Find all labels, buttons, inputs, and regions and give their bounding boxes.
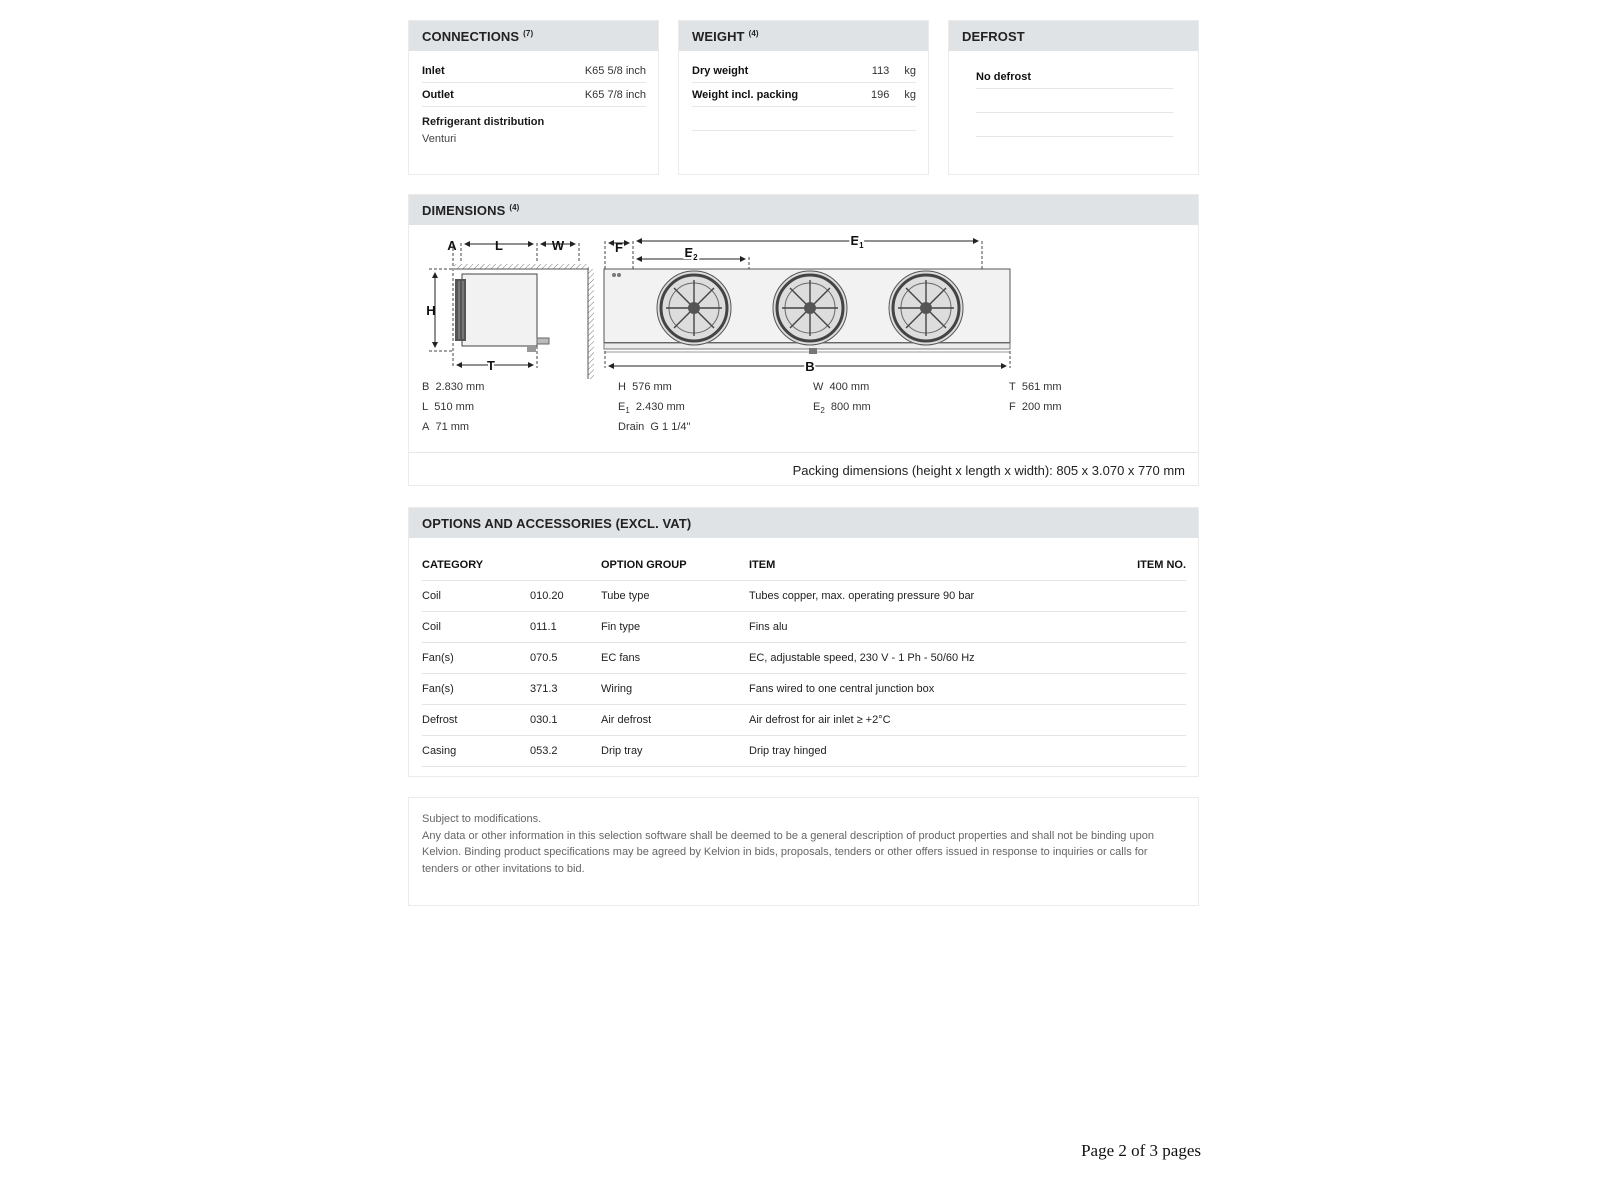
- row-item: Air defrost for air inlet ≥ +2°C: [749, 705, 1106, 736]
- row-group: Fin type: [601, 612, 749, 643]
- dimensions-title: DIMENSIONS: [422, 202, 506, 218]
- label-b: B: [805, 359, 815, 374]
- dim-e2: [813, 401, 871, 415]
- options-table: [422, 550, 1186, 767]
- connections-list: [422, 59, 646, 148]
- packing-weight-row: [692, 83, 916, 107]
- row-group: Drip tray: [601, 736, 749, 767]
- options-title: OPTIONS AND ACCESSORIES (EXCL. VAT): [422, 515, 692, 531]
- label-e1: [850, 233, 864, 250]
- table-row: [422, 612, 1186, 643]
- outlet-value: K65 7/8 inch: [584, 88, 646, 101]
- col-code: [530, 550, 601, 581]
- dry-weight-row: [692, 59, 916, 83]
- weight-card: [678, 20, 929, 175]
- dim-b-label: B: [422, 381, 430, 393]
- page-number: Page 2 of 3 pages: [1081, 1141, 1201, 1160]
- row-group: Tube type: [601, 581, 749, 612]
- label-e1-sub: 1: [859, 241, 864, 250]
- label-f: F: [615, 240, 623, 255]
- col-option-group: OPTION GROUP: [601, 559, 687, 571]
- row-code: 030.1: [530, 705, 601, 736]
- label-l: L: [495, 238, 503, 253]
- disclaimer-line-2: Any data or other information in this selection software shall be deemed to be a general description of product properties and shall not be binding upon Kelvion. Binding product specifications may be agreed by Kelvion in bids, proposals, tenders or other offers issued in response to inquiries or calls for tenders or other invitations to bid.: [422, 829, 1154, 875]
- table-row: [422, 581, 1186, 612]
- dimensions-header: [409, 195, 1198, 225]
- dim-h-label: H: [618, 381, 626, 393]
- packing-weight-label: Weight incl. packing: [692, 88, 799, 101]
- row-item-no: [1106, 736, 1186, 767]
- dim-w-value: 400 mm: [829, 381, 870, 393]
- row-category: Casing: [422, 736, 530, 767]
- options-table-body: [422, 581, 1186, 767]
- connections-inlet-row: [422, 59, 646, 83]
- dim-l: [422, 401, 474, 413]
- dim-f-label: F: [1009, 401, 1016, 413]
- dim-e2-value: 800 mm: [830, 401, 871, 413]
- row-category: Coil: [422, 581, 530, 612]
- dim-t-label: T: [1009, 381, 1016, 393]
- row-item-no: [1106, 612, 1186, 643]
- label-e1-letter: E: [850, 233, 860, 248]
- dry-weight-value-group: [872, 65, 916, 77]
- dim-h-value: 576 mm: [632, 381, 672, 393]
- defrost-title: DEFROST: [962, 28, 1025, 44]
- defrost-value-row: [976, 65, 1173, 89]
- dim-e1-value: 2.430 mm: [635, 401, 685, 413]
- row-item: Fins alu: [749, 612, 1106, 643]
- dim-b-value: 2.830 mm: [435, 381, 485, 393]
- dimension-drawing: [419, 233, 1189, 393]
- col-item-no: ITEM NO.: [1137, 559, 1186, 571]
- col-item: ITEM: [749, 559, 776, 571]
- row-group: Air defrost: [601, 705, 749, 736]
- dim-e2-sub: 2: [820, 406, 825, 416]
- row-category: Defrost: [422, 705, 530, 736]
- weight-header: [679, 21, 928, 51]
- dimensions-note: (4): [509, 202, 520, 212]
- label-e2-letter: E: [684, 245, 694, 260]
- weight-note: (4): [748, 28, 759, 38]
- row-item-no: [1106, 705, 1186, 736]
- defrost-header: [949, 21, 1198, 51]
- weight-list: [692, 59, 916, 131]
- row-item: Fans wired to one central junction box: [749, 674, 1106, 705]
- defrost-value: No defrost: [976, 70, 1031, 83]
- side-view: [426, 238, 594, 379]
- weight-empty-row: [692, 107, 916, 131]
- label-a: A: [447, 238, 457, 253]
- dim-t: [1009, 381, 1062, 393]
- dim-f-value: 200 mm: [1021, 401, 1062, 413]
- row-category: Fan(s): [422, 643, 530, 674]
- row-item: EC, adjustable speed, 230 V - 1 Ph - 50/60 Hz: [749, 643, 1106, 674]
- defrost-empty-row-2: [976, 113, 1173, 137]
- options-table-header: [422, 550, 1186, 581]
- row-category: Coil: [422, 612, 530, 643]
- disclaimer-text: [422, 811, 1167, 877]
- refrigerant-block: [422, 107, 646, 148]
- options-header: [409, 508, 1198, 538]
- fan-1: [657, 271, 731, 345]
- row-code: 371.3: [530, 674, 601, 705]
- row-item: Drip tray hinged: [749, 736, 1106, 767]
- connections-header: [409, 21, 658, 51]
- dim-w: [813, 381, 869, 393]
- label-t: T: [487, 358, 495, 373]
- dim-b: [422, 381, 484, 393]
- packing-weight-unit: kg: [904, 88, 916, 101]
- fan-2: [773, 271, 847, 345]
- connections-note: (7): [523, 28, 534, 38]
- row-item: Tubes copper, max. operating pressure 90 bar: [749, 581, 1106, 612]
- col-category: CATEGORY: [422, 559, 484, 571]
- dim-drain: [618, 421, 690, 433]
- dim-a: [422, 421, 469, 433]
- table-row: [422, 643, 1186, 674]
- dry-weight-unit: kg: [904, 64, 916, 77]
- weight-title: WEIGHT: [692, 28, 745, 44]
- inlet-label: Inlet: [422, 64, 445, 77]
- defrost-list: [976, 65, 1173, 137]
- connections-card: [408, 20, 659, 175]
- connections-title: CONNECTIONS: [422, 28, 520, 44]
- table-row: [422, 674, 1186, 705]
- packing-dimensions: Packing dimensions (height x length x width): 805 x 3.070 x 770 mm: [792, 463, 1185, 478]
- defrost-empty-row-1: [976, 89, 1173, 113]
- dim-drain-label: Drain: [618, 421, 645, 433]
- dim-h: [618, 381, 672, 393]
- row-item-no: [1106, 643, 1186, 674]
- dim-f: [1009, 401, 1062, 413]
- row-code: 011.1: [530, 612, 601, 643]
- dim-e1: [618, 401, 685, 415]
- front-view: [604, 233, 1010, 374]
- outlet-label: Outlet: [422, 88, 454, 101]
- row-group: EC fans: [601, 643, 749, 674]
- refrigerant-value: Venturi: [422, 133, 457, 145]
- table-row: [422, 705, 1186, 736]
- packing-weight-value-group: [871, 89, 916, 101]
- dimensions-divider: [409, 452, 1198, 453]
- fan-3: [889, 271, 963, 345]
- row-group: Wiring: [601, 674, 749, 705]
- dim-w-label: W: [813, 381, 824, 393]
- row-code: 010.20: [530, 581, 601, 612]
- refrigerant-label: Refrigerant distribution: [422, 116, 545, 128]
- row-code: 053.2: [530, 736, 601, 767]
- row-category: Fan(s): [422, 674, 530, 705]
- dim-t-value: 561 mm: [1021, 381, 1062, 393]
- disclaimer-line-1: Subject to modifications.: [422, 813, 542, 825]
- inlet-value: K65 5/8 inch: [584, 64, 646, 77]
- label-e2: [684, 245, 698, 262]
- dim-e2-label: E: [813, 401, 821, 413]
- dim-e1-label: E: [618, 401, 626, 413]
- row-item-no: [1106, 674, 1186, 705]
- disclaimer-card: [408, 797, 1199, 906]
- dry-weight-label: Dry weight: [692, 64, 749, 77]
- label-e2-sub: 2: [693, 253, 698, 262]
- defrost-card: [948, 20, 1199, 175]
- dim-l-label: L: [422, 401, 429, 413]
- dry-weight-value: 113: [871, 64, 890, 77]
- dim-l-value: 510 mm: [434, 401, 474, 413]
- dimensions-card: [408, 194, 1199, 486]
- label-h: H: [426, 303, 436, 318]
- dim-a-value: 71 mm: [435, 421, 470, 433]
- row-code: 070.5: [530, 643, 601, 674]
- dim-drain-value: G 1 1/4": [650, 421, 691, 433]
- dim-e1-sub: 1: [625, 406, 630, 416]
- table-row: [422, 736, 1186, 767]
- dim-a-label: A: [422, 421, 430, 433]
- packing-weight-value: 196: [870, 88, 890, 101]
- options-card: [408, 507, 1199, 777]
- connections-outlet-row: [422, 83, 646, 107]
- label-w: W: [551, 238, 565, 253]
- row-item-no: [1106, 581, 1186, 612]
